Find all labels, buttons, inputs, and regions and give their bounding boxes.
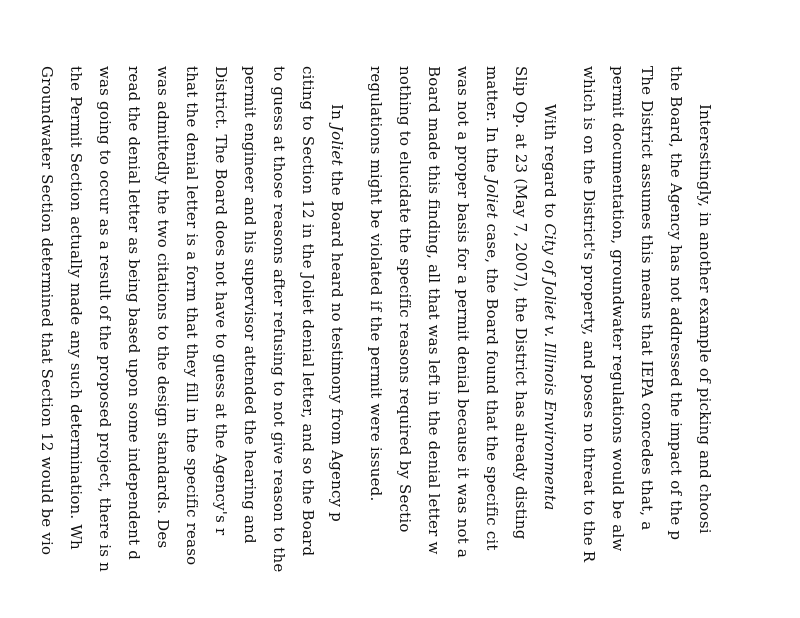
text-line: that the denial letter is a form that they fill in the specific reaso [183, 66, 201, 566]
text-line: matter. In the Joliet case, the Board found that the specific cit [483, 66, 501, 551]
text-line: was going to occur as a result of the proposed project, there is n [96, 66, 114, 572]
text-line: read the denial letter as being based upon some independent d [125, 66, 143, 561]
text-line: was admittedly the two citations to the design standards. Des [154, 66, 172, 549]
text-line: Interestingly, in another example of picking and choosi [696, 104, 714, 534]
text-line: Slip Op. at 23 (May 7, 2007), the District has already disting [512, 66, 530, 540]
text-line: The District assumes this means that IEPA concedes that, a [638, 66, 656, 531]
text-line: the Permit Section actually made any such determination. Wh [67, 66, 85, 550]
text-line: District. The Board does not have to guess at the Agency's r [212, 66, 230, 536]
text-line: to guess at those reasons after refusing to not give reason to the [270, 66, 288, 573]
text-line: the Board, the Agency has not addressed the impact of the p [667, 66, 685, 541]
text-line: which is on the District's property, and poses no threat to the R [580, 66, 598, 563]
text-line: permit documentation, groundwater regulations would be alw [609, 66, 627, 552]
case-name-italic: City of Joliet v. Illinois Environmenta [541, 223, 559, 511]
rotated-text-block [38, 66, 715, 618]
text-line: Board made this finding, all that was left in the denial letter w [425, 66, 443, 555]
text-line: nothing to elucidate the specific reasons required by Sectio [396, 66, 414, 533]
text-line: With regard to City of Joliet v. Illinois Environmenta [541, 104, 559, 511]
text-line: In Joliet the Board heard no testimony from Agency p [328, 104, 346, 522]
text-line: permit engineer and his supervisor attended the hearing and [241, 66, 259, 544]
text-line: citing to Section 12 in the Joliet denial letter, and so the Board [299, 66, 317, 557]
case-name-italic: Joliet [483, 177, 501, 219]
text-line: regulations might be violated if the permit were issued. [367, 66, 385, 502]
case-name-italic: Joliet [328, 124, 346, 166]
text-line: was not a proper basis for a permit denial because it was not a [454, 66, 472, 559]
text-line: Groundwater Section determined that Section 12 would be vio [38, 66, 56, 556]
